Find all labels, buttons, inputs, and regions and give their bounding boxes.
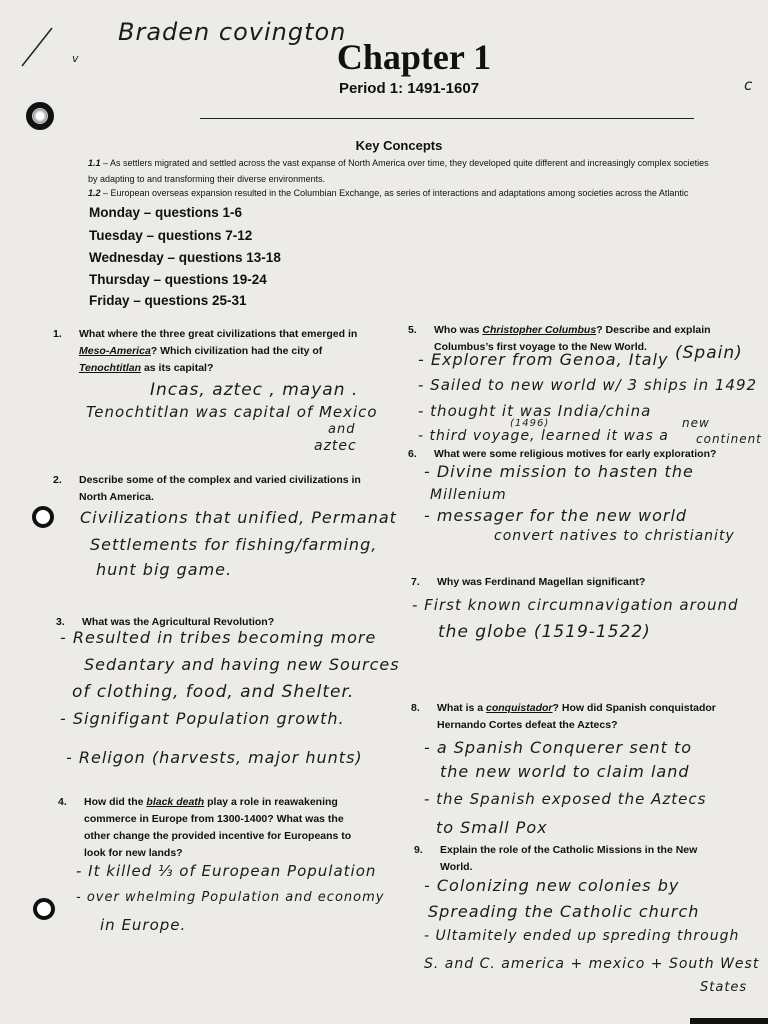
answer-5: - thought it was India/china [418, 402, 652, 420]
answer-9: States [700, 980, 748, 995]
divider-line [200, 118, 694, 119]
answer-3: of clothing, food, and Shelter. [72, 682, 355, 702]
question-6: 6. What were some religious motives for early exploration? [408, 448, 717, 460]
binder-hole-punch [32, 506, 54, 528]
schedule-item: Wednesday – questions 13-18 [89, 250, 281, 265]
question-9: 9. Explain the role of the Catholic Missions in the New World. [414, 844, 698, 873]
answer-1: and [328, 422, 356, 437]
answer-5: - third voyage, learned it was a [418, 428, 669, 444]
stray-mark: c [744, 76, 754, 94]
answer-8: the new world to claim land [440, 762, 690, 781]
scan-edge-shadow [690, 1018, 768, 1024]
answer-6: Millenium [430, 487, 507, 503]
answer-3: - Resulted in tribes becoming more [60, 628, 377, 647]
answer-5: new [682, 416, 710, 430]
answer-3: Sedantary and having new Sources [84, 655, 400, 674]
answer-4: in Europe. [100, 916, 187, 934]
question-2: 2. Describe some of the complex and varied civilizations in North America. [53, 474, 361, 503]
answer-2: Settlements for fishing/farming, [90, 535, 378, 554]
schedule-item: Tuesday – questions 7-12 [89, 228, 253, 243]
answer-6: convert natives to christianity [494, 528, 735, 544]
schedule-item: Thursday – questions 19-24 [89, 272, 267, 287]
binder-hole-punch [33, 898, 55, 920]
key-concept-line: by adapting to and transforming their diverse environments. [88, 174, 326, 184]
chapter-title: Chapter 1 [336, 37, 492, 77]
answer-2: hunt big game. [96, 560, 233, 579]
answer-1: Tenochtitlan was capital of Mexico [86, 403, 378, 421]
question-8: 8. What is a conquistador? How did Spanish conquistador Hernando Cortes defeat the Aztecs? [411, 702, 716, 731]
answer-6: - Divine mission to hasten the [424, 462, 694, 481]
answer-5: - Explorer from Genoa, Italy [418, 350, 669, 369]
answer-9: S. and C. america + mexico + South West [424, 956, 760, 972]
question-5: 5. Who was Christopher Columbus? Describe and explain Columbus’s first voyage to the New World. [408, 324, 711, 353]
answer-2: Civilizations that unified, Permanat [80, 508, 397, 527]
stray-mark: v [72, 52, 80, 65]
answer-1: aztec [314, 438, 357, 454]
question-1: 1. What where the three great civilizations that emerged in Meso-America? Which civilization had the city of Tenochtitlan as its capital? [53, 328, 358, 374]
key-concept-line: 1.2 – European overseas expansion resulted in the Columbian Exchange, as series of interactions and adaptations among societies across the Atlantic [88, 188, 689, 198]
key-concepts-heading: Key Concepts [355, 138, 443, 153]
answer-5: (Spain) [675, 343, 743, 363]
answer-7: the globe (1519-1522) [438, 622, 651, 642]
answer-8: - the Spanish exposed the Aztecs [424, 790, 707, 808]
schedule-item: Monday – questions 1-6 [89, 205, 243, 220]
answer-9: - Ultamitely ended up spreding through [424, 928, 740, 944]
key-concept-line: 1.1 – As settlers migrated and settled across the vast expanse of North America over time, they developed quite different and increasingly complex societies [88, 158, 709, 168]
answer-8: - a Spanish Conquerer sent to [424, 738, 693, 757]
schedule-item: Friday – questions 25-31 [89, 293, 247, 308]
binder-hole-punch [26, 102, 54, 130]
answer-7: - First known circumnavigation around [412, 596, 739, 614]
period-subtitle: Period 1: 1491-1607 [338, 80, 480, 97]
answer-3: - Religon (harvests, major hunts) [66, 748, 363, 767]
answer-9: - Colonizing new colonies by [424, 876, 680, 895]
answer-3: - Signifigant Population growth. [60, 709, 345, 728]
question-3: 3. What was the Agricultural Revolution? [56, 616, 275, 628]
answer-6: - messager for the new world [424, 506, 688, 525]
answer-5: - Sailed to new world w/ 3 ships in 1492 [418, 376, 758, 394]
student-name: Braden covington [118, 18, 347, 46]
answer-4: - over whelming Population and economy [76, 890, 385, 905]
answer-1: Incas, aztec , mayan . [150, 380, 359, 400]
answer-5: continent [696, 432, 762, 446]
question-4: 4. How did the black death play a role in reawakening commerce in Europe from 1300-1400? What was the other change the provided incentive for Europeans to look for new lands? [58, 796, 352, 859]
answer-8: to Small Pox [436, 818, 548, 837]
question-7: 7. Why was Ferdinand Magellan significant? [411, 576, 646, 588]
answer-5: (1496) [510, 418, 550, 429]
answer-4: - It killed ⅓ of European Population [76, 862, 377, 880]
answer-9: Spreading the Catholic church [428, 902, 700, 921]
